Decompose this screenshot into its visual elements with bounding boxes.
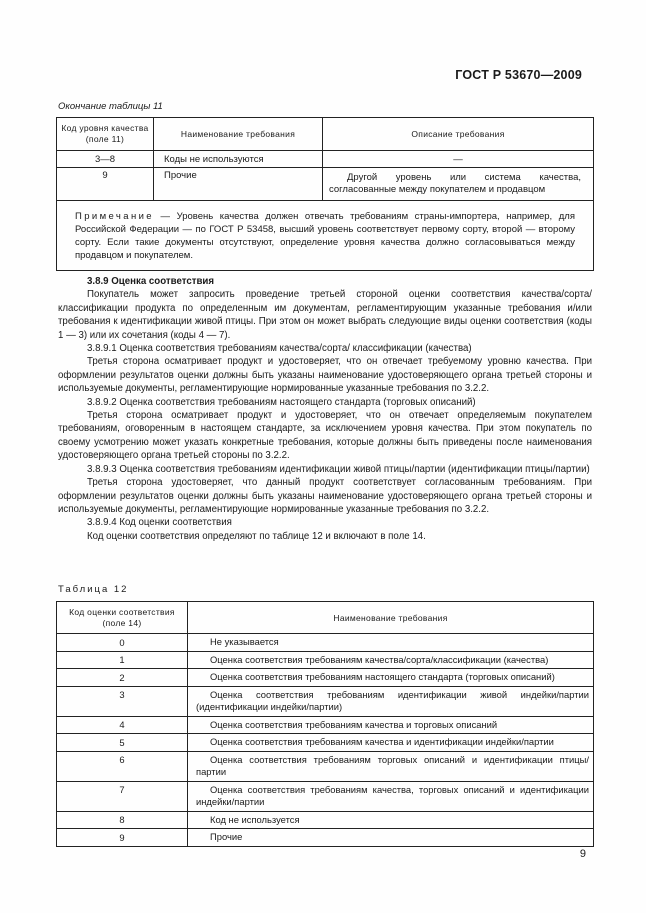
col-header-code: Код уровня качества (поле 11) [57,118,154,151]
paragraph: Код оценки соответствия определяют по таблице 12 и включают в поле 14. [87,530,426,542]
table-12-caption: Таблица 12 [58,584,129,595]
cell-name [188,634,594,652]
col-header-code: Код оценки соответствия (поле 14) [57,602,188,634]
note-text: — Уровень качества должен отвечать требованиям страны-импортера, например, для Российской Федерации — по ГОСТ Р 53458, высший уровень соответствует первому сорту, второй — второму сорту. Если такие документы отсутствуют, определение уровня качества должно согласовываться между продавцом и покупателем. [75,211,575,261]
table-header-row [57,118,594,151]
cell-code: 4 [57,716,188,734]
cell-name [188,751,594,781]
cell-name-text: Оценка соответствия требованиям торговых описаний и идентификации птицы/партии [196,753,589,777]
table-row [57,829,594,847]
subsection-heading: 3.8.9.1 Оценка соответствия требованиям качества/сорта/ классификации (качества) [87,343,472,355]
table-row [57,651,594,669]
cell-name [188,651,594,669]
cell-code: 9 [57,168,154,201]
cell-name [188,669,594,687]
section-heading: 3.8.9 Оценка соответствия [87,276,215,287]
section-body [58,275,592,543]
table-row [57,151,594,168]
cell-name-text: Не указывается [210,636,279,647]
document-code: ГОСТ Р 53670—2009 [455,68,582,82]
cell-code: 5 [57,734,188,752]
cell-name [188,716,594,734]
table-row [57,168,594,201]
table-row [57,634,594,652]
col-header-name: Наименование требования [154,118,323,151]
cell-name [188,686,594,716]
cell-code: 1 [57,651,188,669]
table-header-row [57,602,594,634]
subsection-heading: 3.8.9.4 Код оценки соответствия [87,517,232,529]
cell-name [188,781,594,811]
col-header-name: Наименование требования [188,602,594,634]
cell-name-text: Оценка соответствия требованиям качества/сорта/классификации (качества) [210,653,549,665]
table-11-caption: Окончание таблицы 11 [58,101,163,112]
cell-code: 3—8 [57,151,154,168]
cell-code: 6 [57,751,188,781]
cell-code: 7 [57,781,188,811]
cell-code: 9 [57,829,188,847]
cell-name-text: Оценка соответствия требованиям качества и торговых описаний [210,718,498,730]
paragraph: Третья сторона осматривает продукт и удостоверяет, что он отвечает определяемым покупателем требованиям, оговоренным в настоящем стандарте, за исключением уровня качества. При этом покупатель по своему усмотрению может указать конкретные требования, которые должны быть приведены после наименования удостоверяющего органа третьей стороны по 3.2.2. [58,410,592,462]
cell-name-text: Прочие [210,831,243,842]
cell-name-text: Оценка соответствия требованиям идентификации живой индейки/партии (идентификации индейки/партии) [196,688,589,712]
cell-code: 2 [57,669,188,687]
cell-desc: Другой уровень или система качества, согласованные между покупателем и продавцом [323,168,594,201]
cell-code: 0 [57,634,188,652]
cell-name [188,734,594,752]
cell-name [188,811,594,829]
cell-name-text: Оценка соответствия требованиям качества и идентификации индейки/партии [210,736,554,747]
table-row [57,751,594,781]
note-label: Примечание [75,211,154,222]
cell-name-text: Оценка соответствия требованиям качества, торговых описаний и идентификации индейки/партии [196,783,589,807]
cell-code: 8 [57,811,188,829]
table-row [57,669,594,687]
table-note [57,201,594,271]
table-row [57,811,594,829]
cell-name: Прочие [154,168,323,201]
paragraph: Третья сторона удостоверяет, что данный продукт соответствует согласованным требованиям. При оформлении результатов оценки должны быть указаны наименование удостоверяющего органа третьей стороны и используемые документы, регламентирующие нормированные указанные требования по 3.2.2. [58,477,592,515]
paragraph: Покупатель может запросить проведение третьей стороной оценки соответствия качества/сорта/классификации продукта по определенным им документам, регламентирующим указанные требования и/или требования к идентификации живой птицы. При этом он может выбрать следующие виды оценки соответствия (коды 1 — 3) или их сочетания (коды 4 — 7). [58,289,592,341]
cell-name-text: Оценка соответствия требованиям настоящего стандарта (торговых описаний) [210,671,555,682]
subsection-heading: 3.8.9.3 Оценка соответствия требованиям идентификации живой птицы/партии (идентификации птицы/партии) [87,463,590,475]
paragraph: Третья сторона осматривает продукт и удостоверяет, что он отвечает требуемому уровню качества. При оформлении результатов оценки должны быть указаны наименование удостоверяющего органа третьей стороны и используемые документы, регламентирующие нормированные указанные требования по 3.2.2. [58,356,592,395]
cell-code: 3 [57,686,188,716]
table-12 [56,601,594,847]
cell-name [188,829,594,847]
table-row [57,716,594,734]
table-row [57,686,594,716]
page-number: 9 [579,848,586,860]
table-11 [56,117,594,271]
cell-desc: — [323,151,594,168]
table-row [57,734,594,752]
subsection-heading: 3.8.9.2 Оценка соответствия требованиям настоящего стандарта (торговых описаний) [87,396,476,408]
note-row [57,201,594,271]
col-header-desc: Описание требования [323,118,594,151]
table-row [57,781,594,811]
cell-name: Коды не используются [154,151,323,168]
cell-name-text: Код не используется [210,813,300,825]
